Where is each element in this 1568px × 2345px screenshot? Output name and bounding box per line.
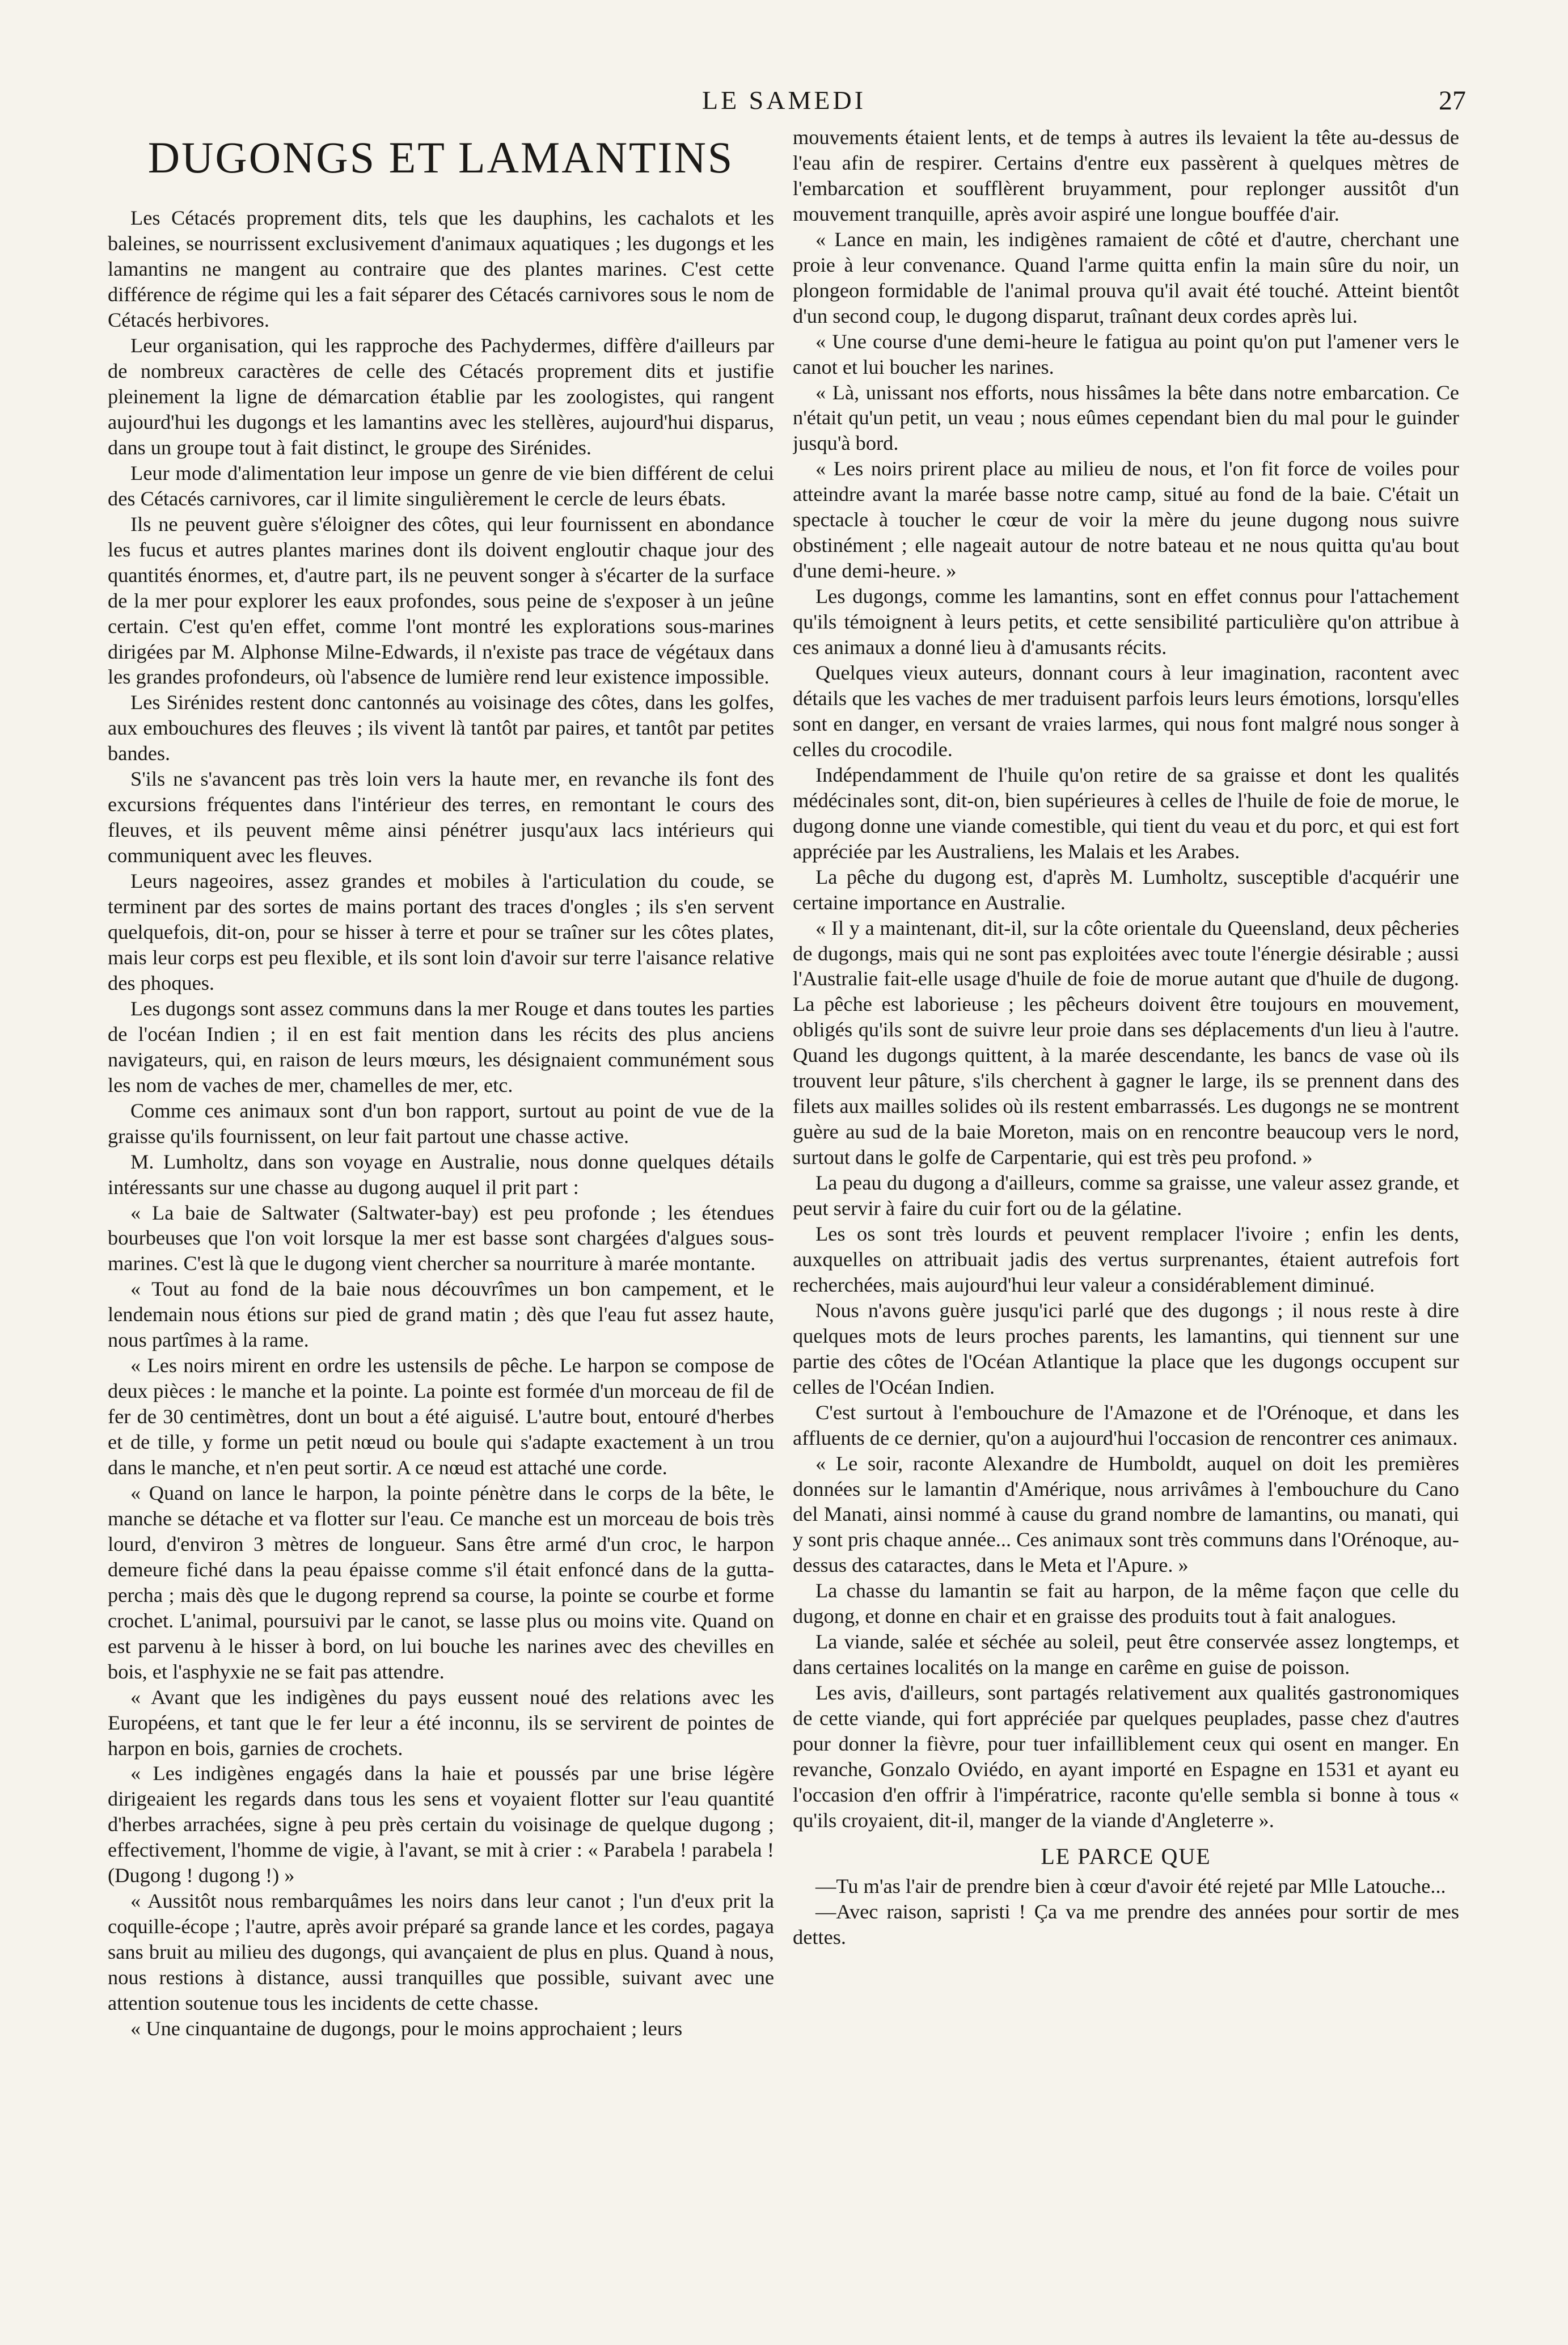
joke-line: —Tu m'as l'air de prendre bien à cœur d'avoir été rejeté par Mlle Latouche... <box>815 1875 1446 1898</box>
article-paragraph: Nous n'avons guère jusqu'ici parlé que des dugongs ; il nous reste à dire quelques mots de leurs proches parents, les lamantins, qui tiennent sur une partie des côtes de l'Océan Atlantique la place que les dugongs occupent sur celles de l'Océan Indien. <box>793 1298 1459 1398</box>
article-paragraph: La peau du dugong a d'ailleurs, comme sa graisse, une valeur assez grande, et peut servir à faire du cuir fort ou de la gélatine. <box>793 1171 1459 1220</box>
article-paragraph: Leur mode d'alimentation leur impose un genre de vie bien différent de celui des Cétacés carnivores, car il limite singulièrement le cercle de leurs ébats. <box>108 461 774 510</box>
article-paragraph: Les avis, d'ailleurs, sont partagés relativement aux qualités gastronomiques de cette viande, qui fort appréciée par quelques peuplades, passe chez d'autres pour donner la fièvre, pour tuer infailliblement ceux qui osent en manger. En revanche, Gonzalo Oviédo, en ayant importé en Espagne en 1531 et ayant eu l'occasion d'en offrir à l'impératrice, raconte qu'elle sembla si bonne à tous « qu'ils croyaient, dit-il, manger de la viande d'Angleterre ». <box>793 1681 1459 1832</box>
article-paragraph: « Lance en main, les indigènes ramaient de côté et d'autre, cherchant une proie à leur convenance. Quand l'arme quitta enfin la main sûre du noir, un plongeon formidable de l'animal prouva qu'il avait été touché. Atteint bientôt d'un second coup, le dugong disparut, traînant deux cordes après lui. <box>793 227 1459 327</box>
article-paragraph: S'ils ne s'avancent pas très loin vers la haute mer, en revanche ils font des excursions fréquentes dans l'intérieur des terres, en remontant le cours des fleuves, et ils peuvent même ainsi pénétrer jusqu'aux lacs intérieurs qui communiquent avec les fleuves. <box>108 767 774 867</box>
article-paragraph: « Une cinquantaine de dugongs, pour le moins approchaient ; leurs <box>130 2017 683 2040</box>
article-paragraph: « Le soir, raconte Alexandre de Humboldt, auquel on doit les premières données sur le lamantin d'Amérique, nous arrivâmes à l'embouchure du Cano del Manati, ainsi nommé à cause du grand nombre de lamantins, ou manati, qui y sont pris chaque année... Ces animaux sont très communs dans l'Orénoque, au-dessus des cataractes, dans le Meta et l'Apure. » <box>793 1452 1459 1577</box>
article-paragraph: Indépendamment de l'huile qu'on retire de sa graisse et dont les qualités médécinales sont, dit-on, bien supérieures à celles de l'huile de foie de morue, le dugong donne une viande comestible, qui tient du veau et du porc, et qui est fort appréciée par les Australiens, les Malais et les Arabes. <box>793 763 1459 863</box>
article-paragraph: Comme ces animaux sont d'un bon rapport, surtout au point de vue de la graisse qu'ils fournissent, on leur fait partout une chasse active. <box>108 1099 774 1148</box>
article-paragraph: Les dugongs, comme les lamantins, sont en effet connus pour l'attachement qu'ils témoignent à leurs petits, et cette sensibilité particulière qu'on attribue à ces animaux a donné lieu à d'amusants récits. <box>793 585 1459 659</box>
article-paragraph: Les dugongs sont assez communs dans la mer Rouge et dans toutes les parties de l'océan Indien ; il en est fait mention dans les récits des plus anciens navigateurs, qui, en raison de leurs mœurs, les désignaient communément sous les nom de vaches de mer, chamelles de mer, etc. <box>108 997 774 1096</box>
article-paragraph: « Les noirs mirent en ordre les ustensils de pêche. Le harpon se compose de deux pièces : le manche et la pointe. La pointe est formée d'un morceau de fil de fer de 30 centimètres, dont un bout a été aiguisé. L'autre bout, entouré d'herbes et de tille, y forme un petit nœud ou boule qui s'adapte exactement à un trou dans le manche, et n'en peut sortir. A ce nœud est attaché une corde. <box>108 1354 774 1479</box>
running-header <box>102 85 1466 130</box>
article-paragraph: « Là, unissant nos efforts, nous hissâmes la bête dans notre embarcation. Ce n'était qu'un petit, un veau ; nous eûmes cependant bien du mal pour le guinder jusqu'à bord. <box>793 381 1459 455</box>
publication-title: LE SAMEDI <box>701 86 867 115</box>
article-paragraph: La viande, salée et séchée au soleil, peut être conservée assez longtemps, et dans certaines localités on la mange en carême en guise de poisson. <box>793 1630 1459 1679</box>
article-paragraph: « Les noirs prirent place au milieu de nous, et l'on fit force de voiles pour atteindre avant la marée basse notre camp, situé au fond de la baie. C'était un spectacle à toucher le cœur de voir la mère du jeune dugong nous suivre obstinément ; elle nageait autour de notre bateau et ne nous quitta qu'au bout d'une demi-heure. » <box>793 457 1459 583</box>
article-paragraph: Quelques vieux auteurs, donnant cours à leur imagination, racontent avec détails que les vaches de mer traduisent parfois leurs leurs émotions, lorsqu'elles sont en danger, en versant de vraies larmes, qui nous font malgré nous songer à celles du crocodile. <box>793 661 1459 761</box>
article-paragraph: « Une course d'une demi-heure le fatigua au point qu'on put l'amener vers le canot et lui boucher les narines. <box>793 330 1459 378</box>
joke-title: LE PARCE QUE <box>1041 1843 1211 1869</box>
article-paragraph: « Les indigènes engagés dans la haie et poussés par une brise légère dirigeaient les regards dans tous les sens et voyaient flotter sur l'eau quantité d'herbes arrachées, signe à peu près certain du voisinage de quelque dugong ; effectivement, l'homme de vigie, à l'avant, se mit à crier : « Parabela ! parabela ! (Dugong ! dugong !) » <box>108 1762 774 1887</box>
article-title: DUGONGS ET LAMANTINS <box>147 133 734 182</box>
joke-line: —Avec raison, sapristi ! Ça va me prendre des années pour sortir de mes dettes. <box>793 1900 1459 1949</box>
article-paragraph: La pêche du dugong est, d'après M. Lumholtz, susceptible d'acquérir une certaine importance en Australie. <box>793 865 1459 914</box>
article-paragraph: Les os sont très lourds et peuvent remplacer l'ivoire ; enfin les dents, auxquelles on attribuait jadis des vertus surprenantes, étaient autrefois fort recherchées, mais aujourd'hui leur valeur a considérablement diminué. <box>793 1222 1459 1296</box>
article-paragraph: « La baie de Saltwater (Saltwater-bay) est peu profonde ; les étendues bourbeuses que l'on voit lorsque la mer est basse sont chargées d'algues sous-marines. C'est là que le dugong vient chercher sa nourriture à marée montante. <box>108 1201 774 1275</box>
page-number: 27 <box>1439 86 1466 116</box>
article-paragraph: « Quand on lance le harpon, la pointe pénètre dans le corps de la bête, le manche se détache et va flotter sur l'eau. Ce manche est un morceau de bois très lourd, d'environ 3 mètres de longueur. Sans être armé d'un croc, le harpon demeure fiché dans la peau épaisse comme s'il était enfoncé dans de la gutta-percha ; mais dès que le dugong reprend sa course, la pointe se courbe et forme crochet. L'animal, poursuivi par le canot, se lasse plus ou moins vite. Quand on est parvenu à le hisser à bord, on lui bouche les narines avec des chevilles en bois, et l'asphyxie ne se fait pas attendre. <box>108 1481 774 1683</box>
right-column <box>793 125 1459 2309</box>
article-paragraph: Leurs nageoires, assez grandes et mobiles à l'articulation du coude, se terminent par des sortes de mains portant des traces d'ongles ; ils s'en servent quelquefois, dit-on, pour se hisser à terre et pour se traîner sur les côtes plates, mais leur corps est peu flexible, et ils sont loin d'avoir sur terre l'aisance relative des phoques. <box>108 870 774 994</box>
article-paragraph: Leur organisation, qui les rapproche des Pachydermes, diffère d'ailleurs par de nombreux caractères de celle des Cétacés proprement dits et justifie pleinement la ligne de démarcation établie par les zoologistes, qui rangent aujourd'hui les dugongs et les lamantins avec les stellères, aujourd'hui disparus, dans un groupe tout à fait distinct, le groupe des Sirénides. <box>108 334 774 459</box>
article-paragraph: Les Sirénides restent donc cantonnés au voisinage des côtes, dans les golfes, aux embouchures des fleuves ; ils vivent là tantôt par paires, et tantôt par petites bandes. <box>108 691 774 765</box>
left-column <box>108 125 774 2309</box>
article-paragraph: « Il y a maintenant, dit-il, sur la côte orientale du Queensland, deux pêcheries de dugongs, mais qui ne sont pas exploitées avec toute l'énergie désirable ; aussi l'Australie fait-elle usage d'huile de foie de morue autant que d'huile de dugong. La pêche est laborieuse ; les pêcheurs doivent être toujours en mouvement, obligés qu'ils sont de suivre leur proie dans ses déplacements d'un lieu à l'autre. Quand les dugongs quittent, à la marée descendante, les bancs de vase où ils trouvent leur pâture, s'ils cherchent à gagner le large, ils se prennent dans des filets aux mailles solides où ils restent embarrassés. Les dugongs ne se montrent guère au sud de la baie Moreton, mais on en rencontre beaucoup vers le nord, surtout dans le golfe de Carpentarie, qui est très peu profond. » <box>793 916 1459 1169</box>
article-paragraph: « Avant que les indigènes du pays eussent noué des relations avec les Européens, et tant que le fer leur a été inconnu, ils se servirent de pointes de harpon en bois, garnies de crochets. <box>108 1685 774 1760</box>
article-paragraph: La chasse du lamantin se fait au harpon, de la même façon que celle du dugong, et donne en chair et en graisse des produits tout à fait analogues. <box>793 1579 1459 1628</box>
article-paragraph: M. Lumholtz, dans son voyage en Australie, nous donne quelques détails intéressants sur une chasse au dugong auquel il prit part : <box>108 1150 774 1199</box>
article-paragraph: mouvements étaient lents, et de temps à autres ils levaient la tête au-dessus de l'eau afin de respirer. Certains d'entre eux passèrent à quelques mètres de l'embarcation et soufflèrent bruyamment, pour replonger aussitôt d'un mouvement tranquille, après avoir aspiré une longue bouffée d'air. <box>793 126 1459 225</box>
article-paragraph: Les Cétacés proprement dits, tels que les dauphins, les cachalots et les baleines, se nourrissent exclusivement d'animaux aquatiques ; les dugongs et les lamantins ne mangent au contraire que des plantes marines. C'est cette différence de régime qui les a fait séparer des Cétacés carnivores sous le nom de Cétacés herbivores. <box>108 206 774 332</box>
article-paragraph: « Aussitôt nous rembarquâmes les noirs dans leur canot ; l'un d'eux prit la coquille-écope ; l'autre, après avoir préparé sa grande lance et les cordes, pagaya sans bruit au milieu des dugongs, qui avançaient de plus en plus. Quand à nous, nous restions à distance, aussi tranquilles que possible, suivant avec une attention soutenue tous les incidents de cette chasse. <box>108 1890 774 2015</box>
article-paragraph: C'est surtout à l'embouchure de l'Amazone et de l'Orénoque, et dans les affluents de ce dernier, qu'on a aujourd'hui l'occasion de rencontrer ces animaux. <box>793 1401 1459 1449</box>
article-paragraph: « Tout au fond de la baie nous découvrîmes un bon campement, et le lendemain nous étions sur pied de grand matin ; dès que l'eau fut assez haute, nous partîmes à la rame. <box>108 1277 774 1352</box>
article-paragraph: Ils ne peuvent guère s'éloigner des côtes, qui leur fournissent en abondance les fucus et autres plantes marines dont ils doivent engloutir chaque jour des quantités énormes, et, d'autre part, ils ne peuvent songer à s'écarter de la surface de la mer pour explorer les eaux profondes, sous peine de s'exposer à un jeûne certain. C'est qu'en effet, comme l'ont montré les explorations sous-marines dirigées par M. Alphonse Milne-Edwards, il n'existe pas trace de végétaux dans les grandes profondeurs, où l'absence de lumière rend leur existence impossible. <box>108 512 774 689</box>
